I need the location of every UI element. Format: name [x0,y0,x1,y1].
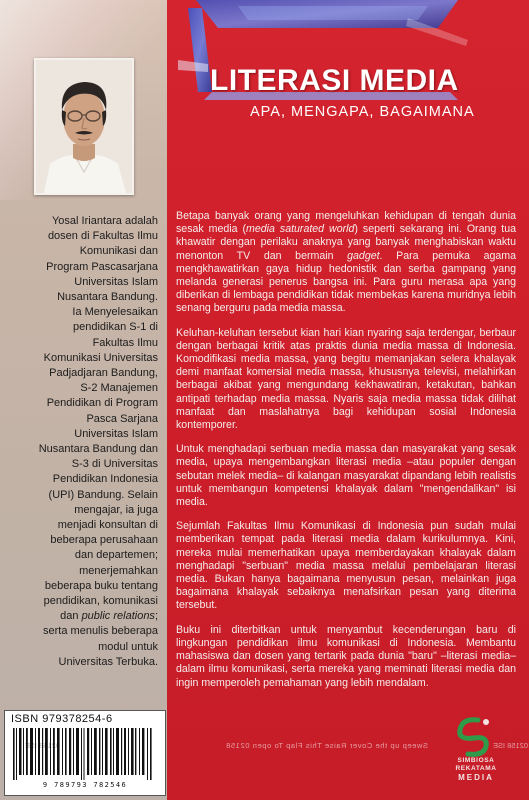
bio-line: Fakultas Ilmu [92,336,158,349]
bio-line: Nusantara Bandung dan [38,443,158,456]
isbn-label: ISBN 979378254-6 [11,713,113,725]
bio-line: dan [60,610,82,623]
bio-line: dosen di Fakultas Ilmu [47,230,158,243]
bio-line: ; [154,610,158,623]
bio-line: pendidikan, komunikasi [43,595,158,608]
bio-line: Universitas Islam [74,275,158,288]
bio-line: Program Pascasarjana [46,260,158,273]
bio-line: Komunikasi Universitas [43,351,158,364]
blurb-text-italic: gadget [347,249,380,262]
publisher-name-line2: REKATAMA [455,765,497,772]
blurb-paragraph-2: Keluhan-keluhan tersebut kian hari kian nyaring saja terdengar, berbaur dengan berbagai kritik atas praktis dunia media massa di Indonesia. Komodifikasi media massa, yang begitu memanjakan selera khalayak demi manfaat komersial media massa, khususnya televisi, melahirkan berbagai akibat yang mengundang kekhawatiran, ketakutan, bahkan antipati terhadap media massa. Nyaris saja media massa tidak dilihat manfaat dan maslahatnya bagi kehidupan sosial Indonesia kontemporer. [176,326,516,432]
bio-line: Pendidikan Indonesia [52,473,158,486]
bio-line: modul untuk [98,640,158,653]
publisher-logo-icon [436,716,516,758]
author-portrait [34,58,134,195]
bio-line: menerjemahkan [79,564,158,577]
blurb-paragraph-5: Buku ini diterbitkan untuk menyambut kecenderungan baru di lingkungan pendidikan ilmu komunikasi di Indonesia. Membantu mahasiswa dan dosen yang tertarik pada dunia "baru" –literasi media– dalam ilmu komunikasi, serta mereka yang meminati literasi media dan ingin memperoleh pemahaman yang lebih mendalam. [176,623,516,689]
bio-line: Pendidikan di Program [46,397,158,410]
blurb-text: ) seperti sekarang ini. Orang tua khawatir dengan perilaku anaknya yang banyak menghabiskan waktu menonton TV dan bermain [176,223,516,262]
blurb-text-italic: media saturated world [246,223,355,236]
bio-line: pendidikan S-1 di [72,321,158,334]
bio-line: mengajar, ia juga [74,503,158,516]
publisher-logo [436,716,516,794]
bio-line: Nusantara Bandung. [57,291,158,304]
bio-line: Pasca Sarjana [86,412,158,425]
bio-line: dan departemen; [74,549,158,562]
mirror-strip-text: Sweep up the Cover Raise This Flap To open 02158 [225,741,428,750]
blurb-paragraph-1 [176,210,516,316]
publisher-name-line1: SIMBIOSA [457,757,495,764]
blurb-paragraph-4: Sejumlah Fakultas Ilmu Komunikasi di Indonesia pun sudah mulai memberikan tempat pada literasi media dalam kurikulumnya. Kini, mereka mulai memerhatikan upaya memberdayakan khalayak dalam menghadapi "serbuan" media massa melalui pembelajaran literasi media. Bukan hanya bagaimana menyusun pesan, melainkan juga bagaimana khalayak sebaiknya menafsirkan pesan yang diterima tersebut. [176,520,516,612]
publisher-name-line3: MEDIA [458,773,494,782]
mirror-strip-left: 02158 ISE [24,741,60,750]
blurb-paragraph-3: Untuk menghadapi serbuan media massa dan masyarakat yang sesak media, upaya mengembangkan literasi media –atau populer dengan sebutan melek media– di kalangan masyarakat dipandang lebih realistis untuk membangun kompetensi khalayak dalam "mengendalikan" isi media. [176,443,516,509]
bio-line: (UPI) Bandung. Selain [48,488,158,501]
bio-line: beberapa perusahaan [50,534,158,547]
bio-line: Ia Menyelesaikan [72,306,158,319]
back-cover-blurb [176,210,516,701]
author-portrait-icon [36,60,132,193]
bio-line: Padjadjaran Bandung, [49,367,158,380]
bio-line: Yosal Iriantara adalah [51,215,158,227]
bio-line: Komunikasi dan [79,245,158,258]
bio-line-italic: public relations [81,610,155,623]
isbn-number: 9 789793 782546 [42,781,128,789]
bio-line: Universitas Islam [74,427,158,440]
barcode-icon [13,728,155,780]
blurb-text: Betapa banyak orang yang mengeluhkan kehidupan di tengah dunia sesak media ( [176,210,516,236]
book-subtitle: APA, MENGAPA, BAGAIMANA [250,104,475,120]
bio-line: menjadi konsultan di [57,519,158,532]
bio-line: Universitas Terbuka. [58,655,158,668]
blurb-text: . Para pemuka agama mengkhawatirkan gaya hidup hedonistik dan serba gampang yang melanda generasi penerus bangsa ini. Para guru merasa apa yang diberikan di lembaga pendidikan tidak membekas karena muridnya lebih senang berguru pada media massa. [176,249,516,315]
book-title: LITERASI MEDIA [210,64,459,97]
bio-line: beberapa buku tentang [44,579,158,592]
bio-line: S-2 Manajemen [80,382,158,395]
bio-line: serta menulis beberapa [43,625,158,638]
bio-line: S-3 di Universitas [71,458,158,471]
author-bio [6,214,158,670]
isbn-barcode [4,710,166,796]
mirror-strip-right: 02158 ISE [492,741,528,750]
